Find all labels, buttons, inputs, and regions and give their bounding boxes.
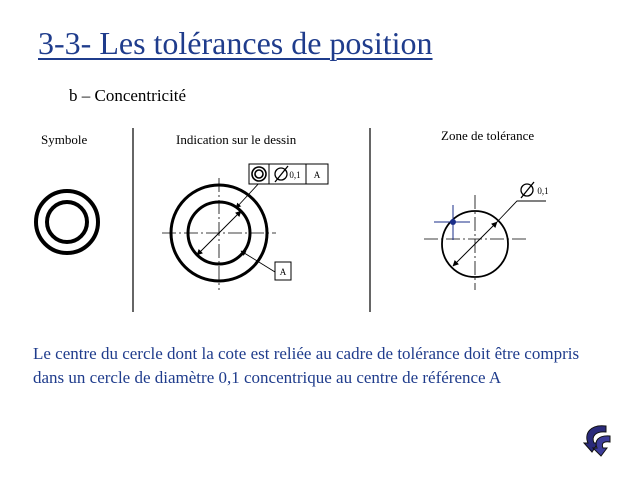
- leader-line-datum: [241, 251, 275, 272]
- datum-label: A: [279, 267, 287, 277]
- zone-leader-line: [497, 201, 546, 222]
- return-arrow-icon: [576, 418, 616, 458]
- zone-part: [424, 195, 526, 290]
- column-label-zone: Zone de tolérance: [441, 128, 535, 143]
- zone-diameter-icon: [521, 182, 534, 198]
- drawing-part: [162, 178, 276, 290]
- slide-title: 3-3- Les tolérances de position: [38, 25, 433, 61]
- column-label-symbol: Symbole: [41, 132, 88, 147]
- concentricity-symbol-icon: [36, 191, 98, 253]
- slide-subtitle: b – Concentricité: [69, 86, 187, 105]
- return-arrow-button[interactable]: [576, 418, 616, 458]
- zone-diameter-value: 0,1: [537, 186, 549, 196]
- frame-value: 0,1: [289, 170, 301, 180]
- frame-datum: A: [313, 170, 321, 180]
- column-label-drawing: Indication sur le dessin: [176, 132, 297, 147]
- description-text: Le centre du cercle dont la cote est reliée au cadre de tolérance doit être compris dans un cercle de diamètre 0,1 concentrique au centre de référence A: [33, 344, 580, 387]
- zone-center-dot: [450, 219, 456, 225]
